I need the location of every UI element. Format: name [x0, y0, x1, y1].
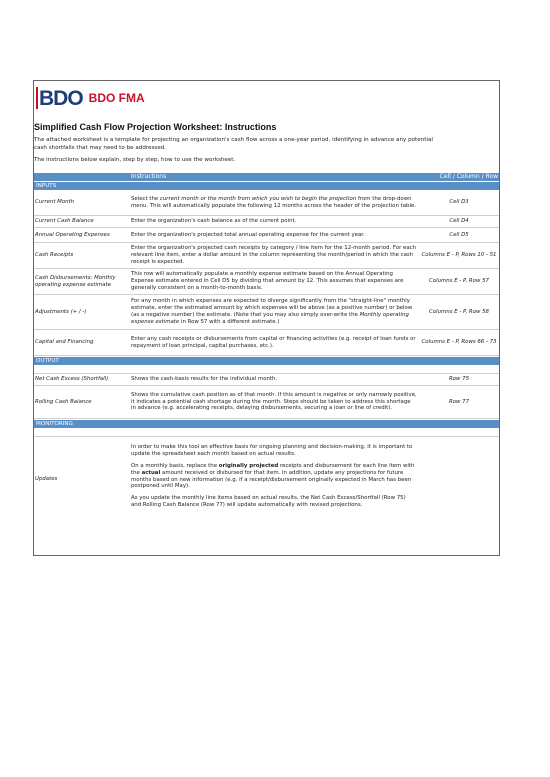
row-cell-ref: Cell D3 — [449, 199, 469, 206]
row-instruction: For any month in which expenses are expected to diverge significantly from the "straight-line" monthly estimate, enter the estimated amount by which expenses will be above (as a positive number) or below (as a negative number) the estimate. (Note that you may also simply over-write the Monthly operating expense estimate in Row 57 with a different estimate.) — [131, 298, 413, 325]
table-row — [34, 295, 499, 330]
intro-paragraph: The attached worksheet is a template for projecting an organization's cash flow across a one-year period, identifying in advance any potential cash shortfalls that may need to be addressed. — [34, 137, 433, 151]
row-cell-ref: Cell D4 — [449, 218, 469, 225]
row-cell-ref: Cell D5 — [449, 231, 469, 238]
section-inputs: INPUTS — [34, 181, 499, 190]
row-label: Current Month — [35, 199, 75, 206]
row-cell-ref: Row 75 — [448, 376, 470, 383]
monitoring-paragraph-2: On a monthly basis, replace the originally projected receipts and disbursement for each line item with the actual amount received or disbursed for that item. In addition, update any projections for future months based on new information (e.g. if a receipt/disbursement originally expected in March has been postponed until May). — [131, 462, 415, 490]
table-row — [34, 437, 499, 521]
row-instruction — [129, 437, 419, 521]
row-instruction: Enter the organization's projected total annual operating expense for the current year. — [131, 231, 365, 238]
header-blank — [34, 173, 129, 181]
logo-mark — [36, 87, 83, 109]
table-row — [34, 228, 499, 243]
row-cell-ref: Row 77 — [448, 398, 470, 405]
row-cell-ref — [419, 437, 499, 521]
header-instructions: Instructions — [131, 173, 167, 180]
row-instruction: This row will automatically populate a monthly expense estimate based on the Annual Operating Expense estimate entered in Cell D5 by dividing that amount by 12. This assumes that expenses are generally consistent on a month-to-month basis. — [131, 271, 404, 291]
table-row — [34, 374, 499, 386]
table-row — [34, 269, 499, 295]
row-cell-ref: Columns E - P, Row 58 — [429, 308, 489, 315]
row-cell-ref: Columns E - P, Row 57 — [429, 278, 489, 285]
row-label: Capital and Financing — [35, 339, 94, 346]
row-instruction: Select the current month or the month from which you wish to begin the projection from the drop-down menu. This will automatically populate the following 12 months across the header of the projection table. — [131, 195, 416, 209]
row-label: Cash Receipts — [35, 252, 74, 259]
section-output: OUTPUT — [34, 356, 499, 365]
table-header — [34, 173, 499, 181]
bdo-logo — [36, 87, 145, 109]
row-instruction: Shows the cash-basis results for the individual month. — [131, 376, 278, 383]
table-row — [34, 330, 499, 356]
row-label: Rolling Cash Balance — [35, 398, 92, 405]
table-row — [34, 190, 499, 216]
row-label: Adjustments (+ / -) — [35, 308, 87, 315]
row-label: Net Cash Excess (Shortfall) — [35, 376, 109, 383]
row-instruction: Shows the cumulative cash position as of that month. If this amount is negative or only narrowly positive, it indicates a potential cash shortage during the month. Steps should be taken to address this shortage in advance (e.g. accelerating receipts, delaying disbursements, securing a loan or line of credit). — [131, 391, 417, 412]
page-title: Simplified Cash Flow Projection Worksheet: Instructions — [34, 122, 277, 132]
monitoring-paragraph-3: As you update the monthly line items based on actual results, the Net Cash Excess/Shortfall (Row 75) and Rolling Cash Balance (Row 77) will update automatically with revised projections. — [131, 495, 406, 508]
table-row — [34, 216, 499, 228]
row-instruction: Enter the organization's cash balance as of the current point. — [131, 218, 297, 225]
table-row — [34, 243, 499, 269]
row-instruction: Enter the organization's projected cash receipts by category / line item for the 12-month period. For each relevant line item, enter a dollar amount in the column representing the month/period in which the cash receipt is expected. — [131, 245, 417, 265]
worksheet-page — [33, 80, 500, 556]
row-label: Current Cash Balance — [35, 218, 94, 225]
monitoring-paragraph-1: In order to make this tool an effective basis for ongoing planning and decision-making, it is important to update the spreadsheet each month based on actual results. — [131, 444, 413, 458]
logo-suffix: BDO FMA — [88, 91, 145, 105]
row-label: Cash Disbursements: Monthly operating expense estimate — [35, 274, 116, 288]
row-label: Updates — [35, 475, 58, 482]
row-cell-ref: Columns E - P, Rows 10 - 51 — [421, 252, 497, 259]
logo-wordmark: BDO — [39, 87, 83, 110]
header-cell-ref: Cell / Column / Row — [439, 173, 498, 180]
blank-row — [34, 365, 499, 374]
blank-row — [34, 428, 499, 437]
section-monitoring: MONITORING — [34, 419, 499, 428]
row-instruction: Enter any cash receipts or disbursements from capital or financing activities (e.g. receipt of loan funds or repayment of loan principal, capital purchases, etc.). — [131, 335, 416, 349]
row-label: Annual Operating Expenses — [35, 231, 110, 238]
row-cell-ref: Columns E - P, Rows 66 - 73 — [421, 339, 497, 346]
intro-instructions-line: The instructions below explain, step by step, how to use the worksheet. — [34, 157, 236, 163]
logo-red-bar — [36, 87, 38, 109]
instructions-table — [34, 173, 499, 521]
table-row — [34, 386, 499, 419]
